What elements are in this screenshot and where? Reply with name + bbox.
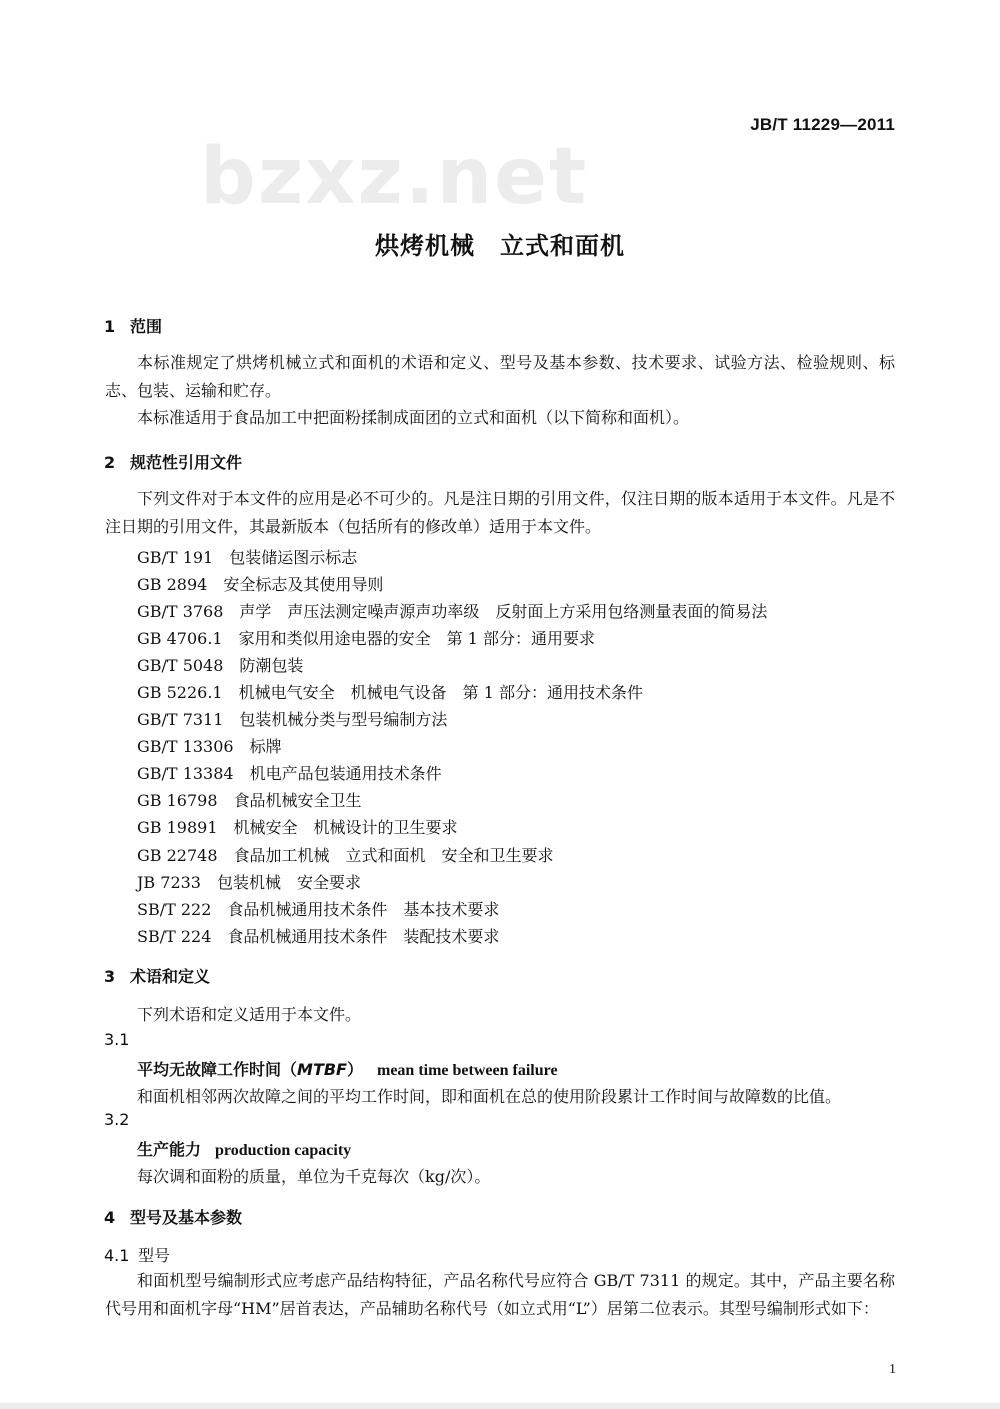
reference-item: GB 4706.1 家用和类似用途电器的安全 第 1 部分：通用要求	[137, 629, 595, 648]
reference-item: JB 7233 包装机械 安全要求	[137, 873, 361, 892]
reference-item: GB 2894 安全标志及其使用导则	[137, 575, 384, 594]
term-chinese-suffix: ）	[346, 1060, 363, 1079]
term-chinese: 生产能力	[137, 1140, 202, 1159]
term-definition: 每次调和面粉的质量，单位为千克每次（kg/次）。	[137, 1167, 491, 1186]
section-4-heading	[104, 1205, 242, 1228]
section-number: 3	[104, 967, 116, 986]
term-chinese	[137, 1060, 363, 1079]
page-number: 1	[889, 1362, 896, 1377]
section-3-intro: 下列术语和定义适用于本文件。	[137, 1005, 362, 1024]
reference-item: GB 22748 食品加工机械 立式和面机 安全和卫生要求	[137, 846, 554, 865]
term-definition: 和面机相邻两次故障之间的平均工作时间，即和面机在总的使用阶段累计工作时间与故障数的比值。	[137, 1087, 842, 1106]
term-heading	[137, 1137, 351, 1160]
subsection-number: 4.1	[104, 1246, 130, 1265]
reference-item: GB 5226.1 机械电气安全 机械电气设备 第 1 部分：通用技术条件	[137, 683, 643, 702]
reference-item: GB 16798 食品机械安全卫生	[137, 791, 362, 810]
section-title: 规范性引用文件	[130, 453, 243, 472]
reference-item: GB/T 7311 包装机械分类与型号编制方法	[137, 710, 448, 729]
reference-item: GB/T 5048 防潮包装	[137, 656, 304, 675]
reference-item: GB/T 13306 标牌	[137, 737, 282, 756]
section-number: 1	[104, 317, 116, 336]
reference-item: GB/T 3768 声学 声压法测定噪声源声功率级 反射面上方采用包络测量表面的简易法	[137, 602, 768, 621]
watermark: bzxz.net	[200, 132, 589, 222]
reference-item: GB/T 13384 机电产品包装通用技术条件	[137, 764, 442, 783]
section-1-paragraph-1: 本标准规定了烘烤机械立式和面机的术语和定义、型号及基本参数、技术要求、试验方法、检验规则、标志、包装、运输和贮存。	[105, 353, 895, 400]
section-number: 4	[104, 1208, 116, 1227]
section-2-intro: 下列文件对于本文件的应用是必不可少的。凡是注日期的引用文件，仅注日期的版本适用于本文件。凡是不注日期的引用文件，其最新版本（包括所有的修改单）适用于本文件。	[105, 489, 895, 536]
section-title: 范围	[130, 317, 163, 336]
reference-item: GB/T 191 包装储运图示标志	[137, 548, 358, 567]
reference-item: GB 19891 机械安全 机械设计的卫生要求	[137, 818, 458, 837]
document-title: 烘烤机械 立式和面机	[375, 232, 625, 260]
section-3-heading	[104, 964, 210, 987]
term-english: mean time between failure	[377, 1062, 558, 1079]
term-abbreviation: MTBF	[297, 1060, 347, 1079]
subsection-title: 型号	[138, 1246, 171, 1265]
section-1-paragraph-2: 本标准适用于食品加工中把面粉揉制成面团的立式和面机（以下简称和面机）。	[137, 408, 690, 427]
term-heading	[137, 1057, 558, 1080]
subsection-4-1-paragraph: 和面机型号编制形式应考虑产品结构特征，产品名称代号应符合 GB/T 7311 的规定。其中，产品主要名称代号用和面机字母“HM”居首表达，产品辅助名称代号（如立式用“L”）居第二位表示。其型号编制形式如下：	[105, 1271, 895, 1318]
reference-item: SB/T 222 食品机械通用技术条件 基本技术要求	[137, 900, 500, 919]
term-number: 3.2	[104, 1110, 130, 1129]
subsection-4-1-heading	[104, 1243, 170, 1266]
section-title: 型号及基本参数	[130, 1208, 243, 1227]
reference-item: SB/T 224 食品机械通用技术条件 装配技术要求	[137, 927, 500, 946]
term-english: production capacity	[215, 1142, 352, 1159]
section-title: 术语和定义	[130, 967, 211, 986]
section-2-heading	[104, 450, 242, 473]
section-1-heading	[104, 314, 162, 337]
page-bottom-edge	[0, 1403, 1000, 1409]
section-number: 2	[104, 453, 116, 472]
term-chinese-prefix: 平均无故障工作时间（	[137, 1060, 298, 1079]
term-number: 3.1	[104, 1030, 130, 1049]
standard-number: JB/T 11229—2011	[750, 115, 895, 134]
